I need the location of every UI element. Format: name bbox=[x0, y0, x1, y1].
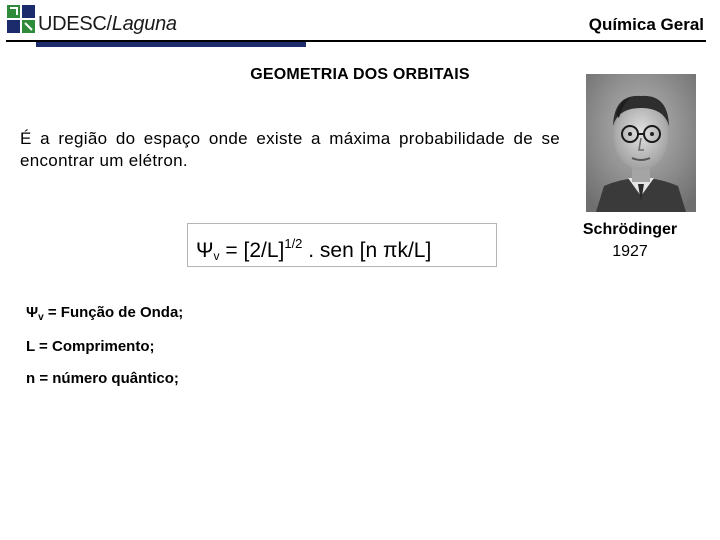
definition-text: É a região do espaço onde existe a máxima probabilidade de se encontrar um elétron. bbox=[20, 129, 560, 170]
portrait-caption bbox=[571, 219, 689, 263]
formula-psi: Ψ bbox=[196, 239, 214, 262]
legend-psi-symbol: Ψ bbox=[26, 304, 39, 321]
legend-item-psi bbox=[26, 304, 183, 323]
formula-box bbox=[187, 223, 497, 267]
formula-part2: . sen [n πk/L] bbox=[302, 239, 432, 262]
formula-exponent: 1/2 bbox=[284, 236, 303, 251]
course-title: Química Geral bbox=[588, 15, 704, 34]
slide-title: GEOMETRIA DOS ORBITAIS bbox=[250, 66, 470, 83]
header-accent-bar bbox=[36, 42, 306, 47]
logo-text-main: UDESC/ bbox=[38, 13, 112, 35]
udesc-logo-icon bbox=[6, 4, 36, 34]
formula-subscript: v bbox=[213, 249, 220, 263]
schrodinger-portrait bbox=[586, 74, 696, 212]
formula-part1: = [2/L] bbox=[219, 239, 285, 262]
person-photo-icon bbox=[586, 74, 696, 212]
legend-psi-text: = Função de Onda; bbox=[43, 304, 184, 321]
wave-function-formula bbox=[196, 230, 431, 270]
portrait-year: 1927 bbox=[612, 243, 648, 260]
logo-text-campus: Laguna bbox=[111, 13, 177, 35]
udesc-logo bbox=[4, 2, 204, 38]
legend-psi-subscript: v bbox=[38, 312, 44, 323]
logo-text bbox=[38, 12, 177, 36]
legend-item-quantum-number: n = número quântico; bbox=[26, 370, 179, 387]
legend-item-length: L = Comprimento; bbox=[26, 338, 155, 355]
portrait-name: Schrödinger bbox=[582, 221, 678, 238]
